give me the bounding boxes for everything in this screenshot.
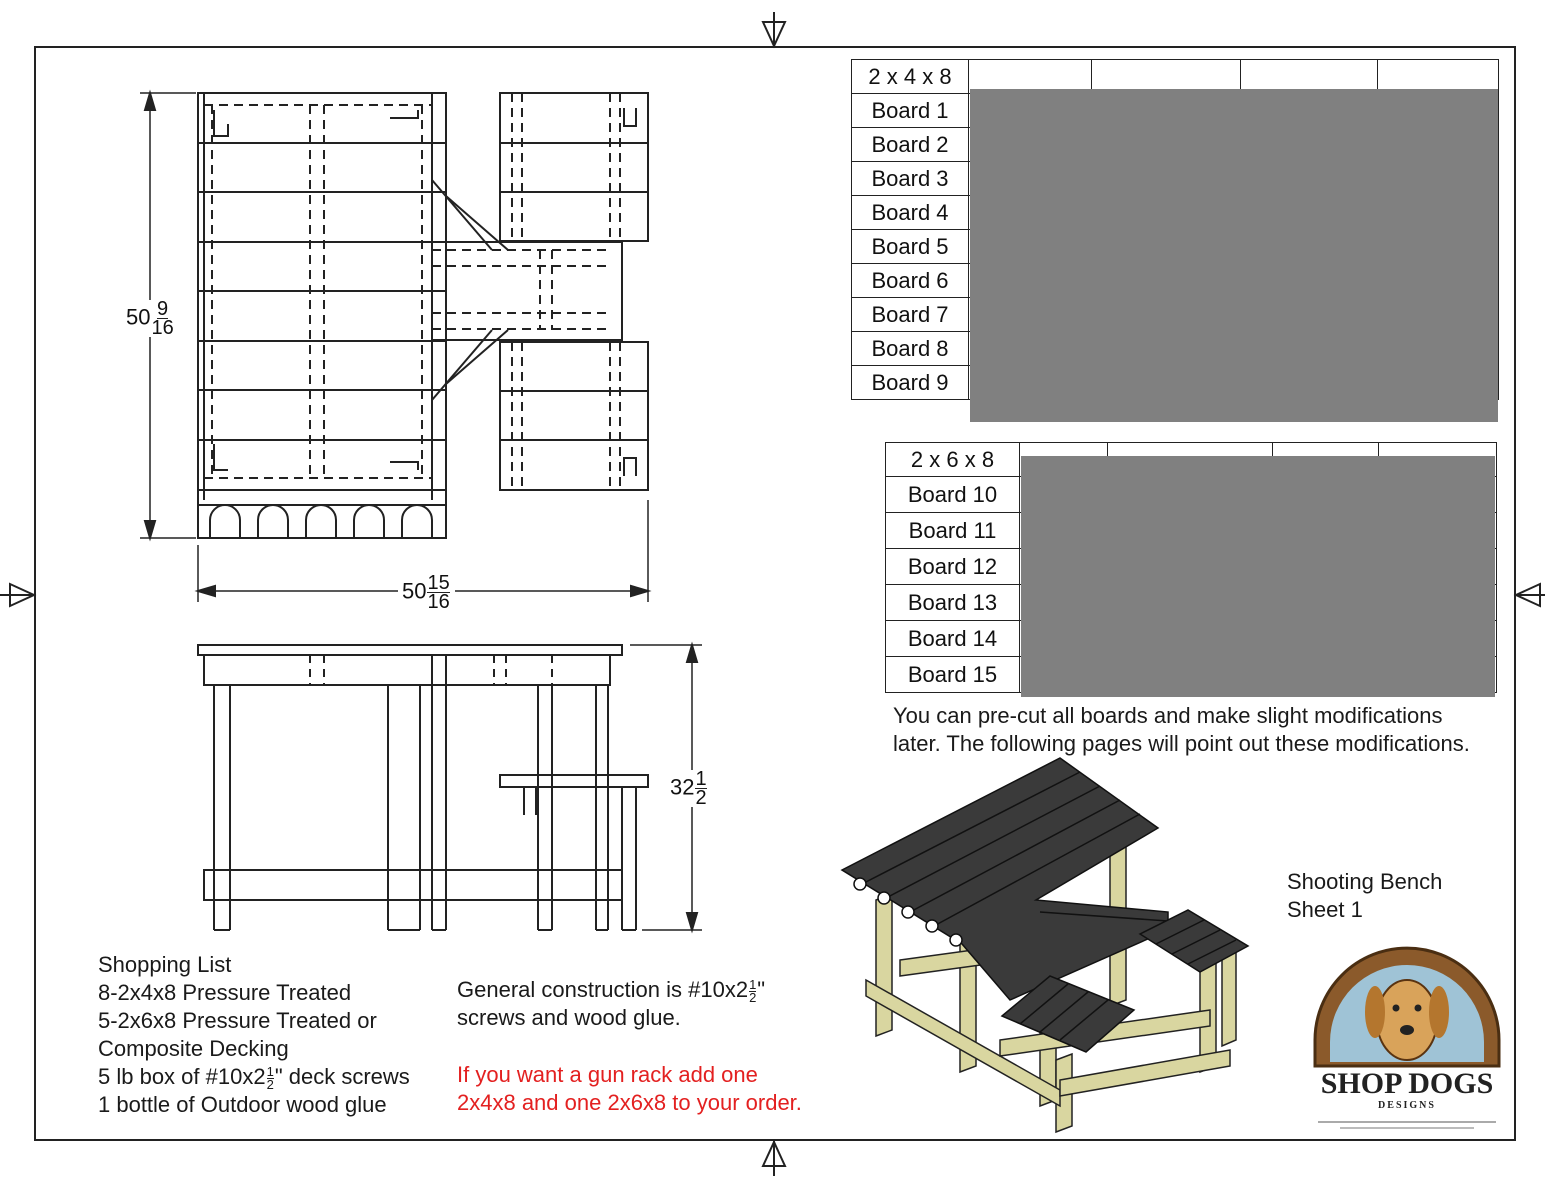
logo-subtitle: DESIGNS [1378,1100,1436,1111]
gun-rack-note-line: If you want a gun rack add one [457,1062,758,1087]
list-item: 5 lb box of #10x2 $\frac{1}{2}$ " deck screws [98,1063,410,1092]
gun-rack-note-line: 2x4x8 and one 2x6x8 to your order. [457,1090,802,1115]
fraction-denominator: 2 [695,787,707,809]
dimension-fraction [695,770,706,807]
precut-note-line: You can pre-cut all boards and make slight modifications [893,703,1443,728]
board-label: Board 10 [886,477,1020,513]
side-view [198,645,702,930]
list-item: Composite Decking [98,1036,289,1061]
fraction-denominator: 16 [427,591,450,613]
board-label: Board 5 [852,230,969,264]
dimension-top-height [126,300,175,337]
dimension-whole: 50 [402,578,427,604]
board-label: Board 15 [886,657,1020,693]
board-label: Board 7 [852,298,969,332]
dimension-top-width [398,574,455,611]
board-label: Board 14 [886,621,1020,657]
board-label: Board 9 [852,366,969,400]
precut-note-line: later. The following pages will point out these modifications. [893,731,1470,756]
center-marker-bottom [763,1140,785,1176]
fraction-half: $\frac{1}{2}$ [266,1063,274,1092]
center-marker-right [1515,584,1545,606]
shopping-list [98,951,410,1119]
fraction-numerator: 9 [157,298,169,320]
center-marker-top [763,12,785,47]
board-label: Board 1 [852,94,969,128]
list-item: 1 bottle of Outdoor wood glue [98,1092,387,1117]
board-label: Board 8 [852,332,969,366]
board-label: Board 2 [852,128,969,162]
sheet-title-line: Shooting Bench [1287,869,1443,894]
shopping-list-title: Shopping List [98,952,232,977]
isometric-bench-illustration [842,758,1248,1132]
fraction-denominator: 16 [151,317,174,339]
dimension-side-height [670,770,708,807]
gun-rack-note [457,1061,802,1117]
dog-head-icon [1377,980,1437,1060]
sheet-title [1287,868,1442,924]
fraction-half: $\frac{1}{2}$ [749,976,757,1005]
logo-name: SHOP DOGS [1320,1067,1494,1100]
logo-text [1315,1068,1499,1111]
list-item: 5-2x6x8 Pressure Treated or [98,1008,377,1033]
table-header-label: 2 x 6 x 8 [886,443,1020,477]
table-header-label: 2 x 4 x 8 [852,60,969,94]
precut-note [893,702,1470,758]
construction-note-line: screws and wood glue. [457,1005,681,1030]
plan-view [140,93,648,602]
board-label: Board 3 [852,162,969,196]
fraction-numerator: 15 [427,572,450,594]
sheet-number: Sheet 1 [1287,897,1363,922]
center-marker-left [0,584,35,606]
board-label: Board 11 [886,513,1020,549]
board-label: Board 4 [852,196,969,230]
redacted-cut-list-2x6 [1021,456,1495,697]
dimension-whole: 50 [126,304,151,330]
construction-note: General construction is #10x2 $\frac{1}{2}$ " screws and wood glue. [457,976,766,1030]
dimension-fraction [427,574,449,611]
dimension-fraction [151,300,173,337]
board-label: Board 13 [886,585,1020,621]
board-label: Board 12 [886,549,1020,585]
redacted-cut-list-2x4 [970,89,1498,422]
fraction-numerator: 1 [695,768,707,790]
list-item: 8-2x4x8 Pressure Treated [98,980,352,1005]
board-label: Board 6 [852,264,969,298]
dimension-whole: 32 [670,774,695,800]
